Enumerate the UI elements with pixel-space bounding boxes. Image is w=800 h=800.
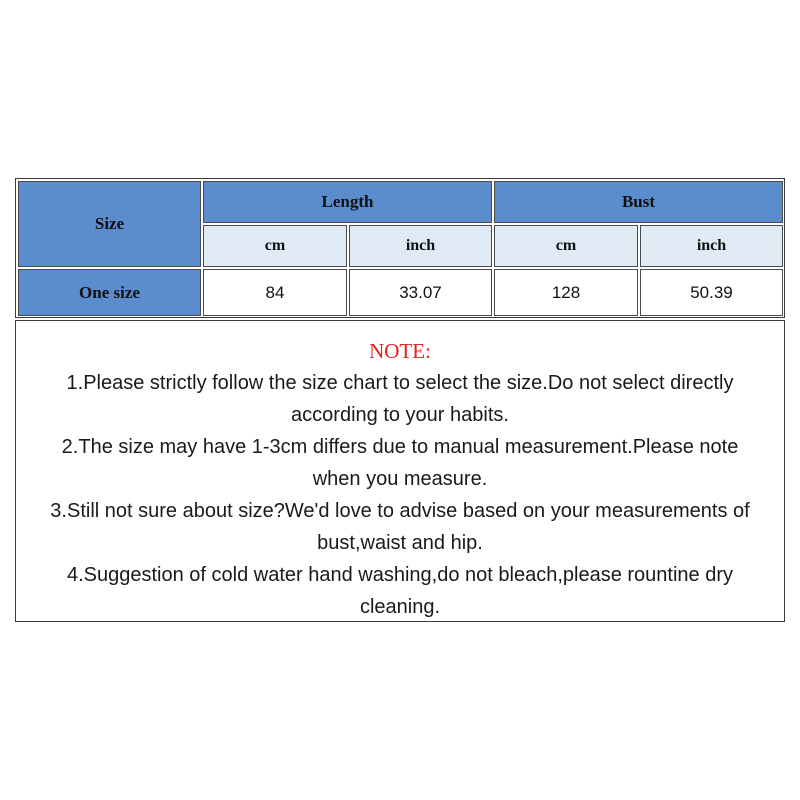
size-header: Size (18, 181, 201, 267)
length-cm-header: cm (203, 225, 347, 267)
note-item-1: 1.Please strictly follow the size chart to select the size.Do not select directly according to your habits. (66, 372, 734, 426)
size-chart-table (15, 178, 785, 318)
note-box (15, 320, 785, 622)
bust-inch-value: 50.39 (640, 269, 783, 316)
length-header: Length (203, 181, 492, 223)
note-item-2: 2.The size may have 1-3cm differs due to manual measurement.Please note when you measure. (61, 436, 739, 490)
note-item-4: 4.Suggestion of cold water hand washing,do not bleach,please rountine dry cleaning. (66, 564, 733, 618)
length-cm-value: 84 (203, 269, 347, 316)
note-item-3: 3.Still not sure about size?We'd love to advise based on your measurements of bust,waist and hip. (50, 500, 750, 554)
bust-header: Bust (494, 181, 783, 223)
length-inch-value: 33.07 (349, 269, 492, 316)
bust-inch-header: inch (640, 225, 783, 267)
length-inch-header: inch (349, 225, 492, 267)
note-title: NOTE: (369, 339, 431, 363)
bust-cm-value: 128 (494, 269, 638, 316)
bust-cm-header: cm (494, 225, 638, 267)
row-label-one-size: One size (18, 269, 201, 316)
